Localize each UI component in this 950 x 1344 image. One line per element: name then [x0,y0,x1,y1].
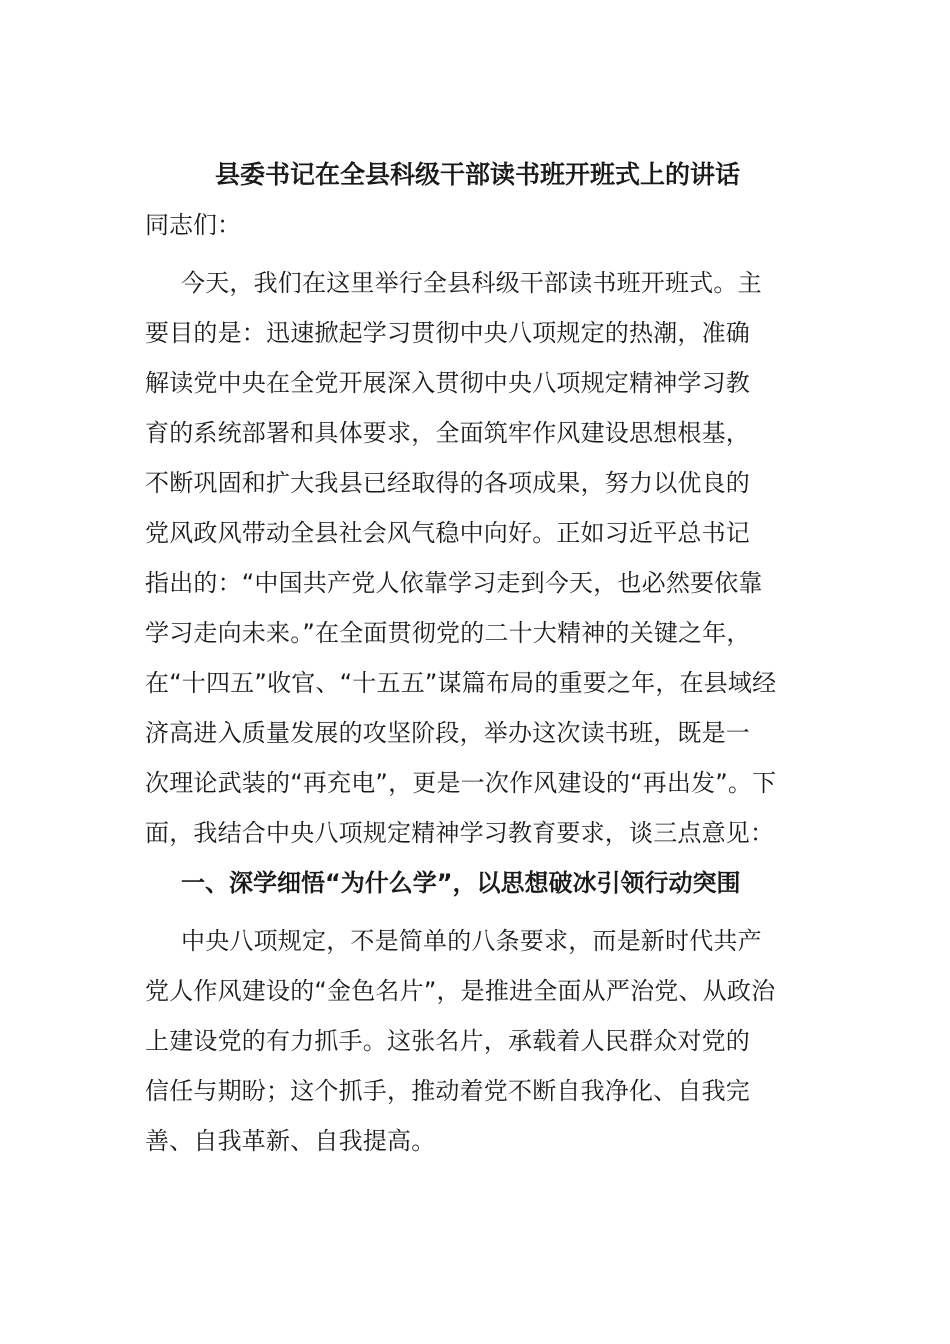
paragraph-line: 在“十四五”收官、“十五五”谋篇布局的重要之年，在县域经 [145,669,777,697]
paragraph-line: 今天，我们在这里举行全县科级干部读书班开班式。主 [181,269,762,297]
salutation: 同志们： [145,211,241,239]
section-heading-1: 一、深学细悟“为什么学”，以思想破冰引领行动突围 [181,869,741,897]
paragraph-line: 中央八项规定，不是简单的八条要求，而是新时代共产 [181,927,762,955]
paragraph-line: 次理论武装的“再充电”，更是一次作风建设的“再出发”。下 [145,769,777,797]
paragraph-section-1 [145,916,810,1166]
paragraph-line: 上建设党的有力抓手。这张名片，承载着人民群众对党的 [145,1027,750,1055]
paragraph-line: 解读党中央在全党开展深入贯彻中央八项规定精神学习教 [145,369,750,397]
paragraph-line: 济高进入质量发展的攻坚阶段，举办这次读书班，既是一 [145,719,750,747]
paragraph-line: 不断巩固和扩大我县已经取得的各项成果，努力以优良的 [145,469,750,497]
paragraph-line: 信任与期盼；这个抓手，推动着党不断自我净化、自我完 [145,1077,750,1105]
paragraph-line: 面，我结合中央八项规定精神学习教育要求，谈三点意见： [145,819,775,847]
paragraph-line: 育的系统部署和具体要求，全面筑牢作风建设思想根基， [145,419,750,447]
paragraph-line: 善、自我革新、自我提高。 [145,1127,436,1155]
paragraph-line: 学习走向未来。”在全面贯彻党的二十大精神的关键之年， [145,619,751,647]
paragraph-line: 要目的是：迅速掀起学习贯彻中央八项规定的热潮，准确 [145,319,750,347]
paragraph-line: 党人作风建设的“金色名片”，是推进全面从严治党、从政治 [145,977,776,1005]
paragraph-line: 指出的：“中国共产党人依靠学习走到今天，也必然要依靠 [145,569,763,597]
paragraph-intro [145,258,810,858]
document-body [145,150,810,1166]
paragraph-line: 党风政风带动全县社会风气稳中向好。正如习近平总书记 [145,519,750,547]
document-title: 县委书记在全县科级干部读书班开班式上的讲话 [214,160,740,189]
